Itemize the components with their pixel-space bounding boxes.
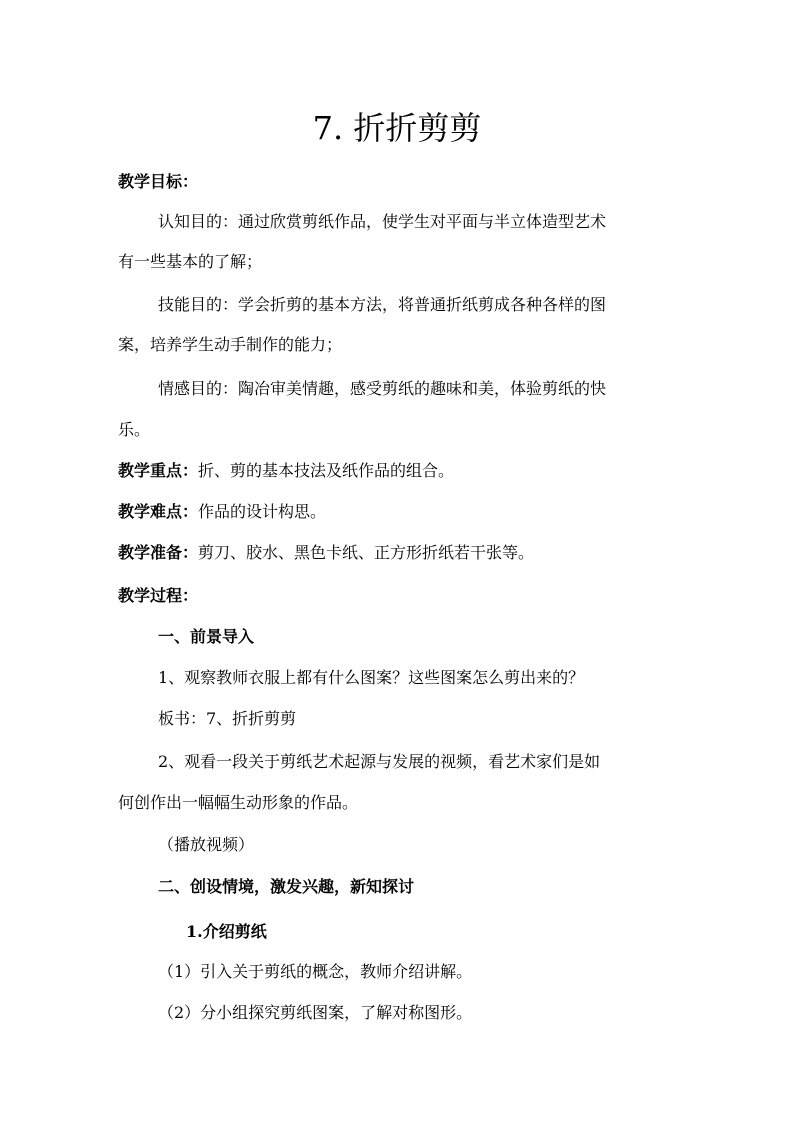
preparation: [118, 541, 680, 565]
objective-cognitive-line2: 有一些基本的了解；: [118, 252, 263, 271]
key-point-text: 折、剪的基本技法及纸作品的组合。: [198, 461, 455, 480]
difficult-point-label: 教学难点：: [118, 502, 199, 521]
step1: 1、观察教师衣服上都有什么图案？这些图案怎么剪出来的？: [158, 668, 585, 687]
objective-cognitive-line1: 认知目的：通过欣赏剪纸作品，使学生对平面与半立体造型艺术: [158, 212, 607, 231]
key-point-label: 教学重点：: [118, 461, 199, 480]
preparation-label: 教学准备：: [118, 543, 199, 562]
objectives-heading: 教学目标：: [118, 172, 199, 191]
objective-skill-line2: 案，培养学生动手制作的能力；: [118, 335, 343, 354]
sub-step2: （2）分小组探究剪纸图案，了解对称图形。: [158, 1003, 473, 1022]
step2-line2: 何创作出一幅幅生动形象的作品。: [118, 793, 359, 812]
section1-heading: 一、前景导入: [158, 627, 255, 646]
key-point: [118, 459, 680, 483]
video-note: （播放视频）: [158, 835, 255, 854]
subsection1-heading: 1.介绍剪纸: [186, 922, 267, 941]
difficult-point: [118, 500, 680, 524]
objective-skill-line1: 技能目的：学会折剪的基本方法，将普通折纸剪成各种各样的图: [158, 295, 607, 314]
section2-heading: 二、创设情境，激发兴趣，新知探讨: [158, 877, 415, 896]
sub-step1: （1）引入关于剪纸的概念，教师介绍讲解。: [158, 962, 473, 981]
step2-line1: 2、观看一段关于剪纸艺术起源与发展的视频，看艺术家们是如: [158, 752, 601, 771]
objective-emotion-line2: 乐。: [118, 420, 151, 439]
preparation-text: 剪刀、胶水、黑色卡纸、正方形折纸若干张等。: [198, 543, 535, 562]
objective-emotion-line1: 情感目的：陶冶审美情趣，感受剪纸的趣味和美，体验剪纸的快: [158, 379, 607, 398]
board-note: 板书：7、折折剪剪: [158, 709, 297, 728]
page-title: 7. 折折剪剪: [312, 109, 482, 147]
process-heading: 教学过程：: [118, 586, 199, 605]
difficult-point-text: 作品的设计构思。: [198, 502, 327, 521]
